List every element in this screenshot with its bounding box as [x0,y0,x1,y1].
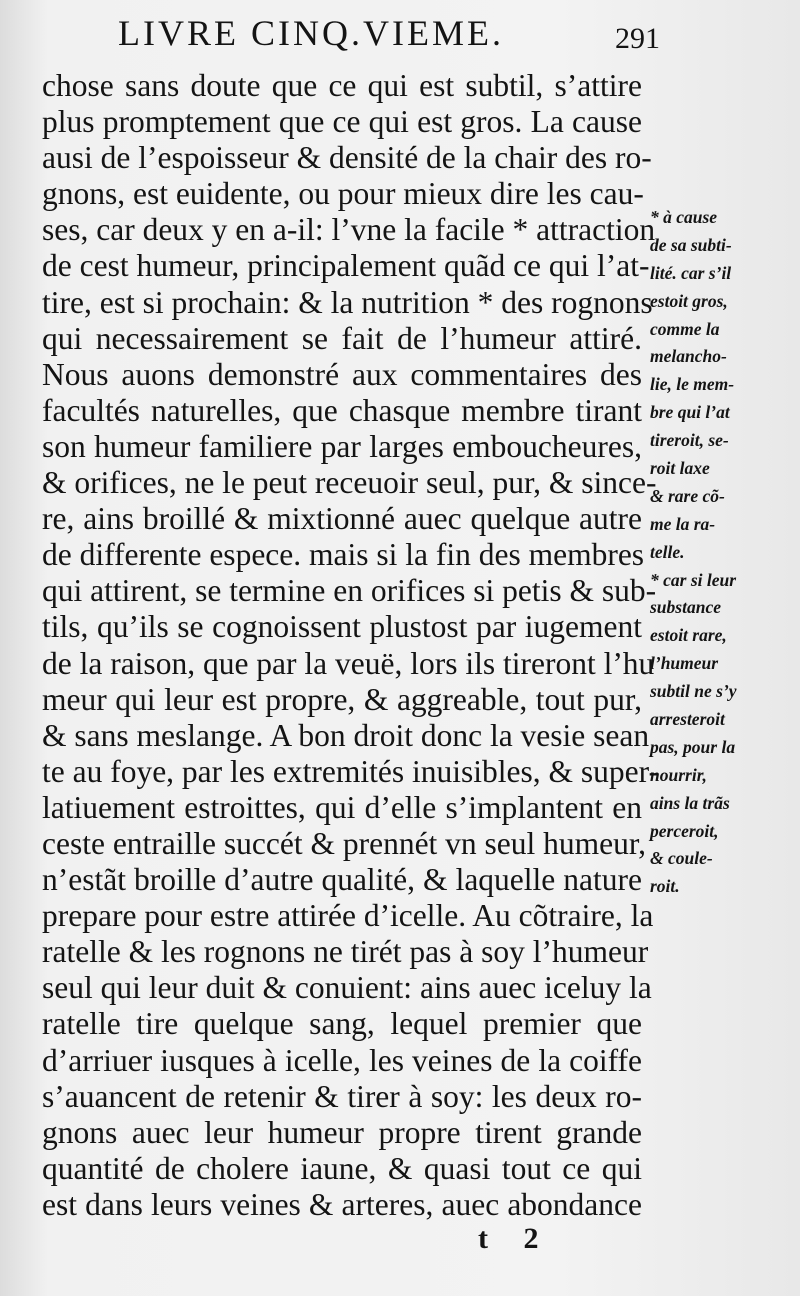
margin-note-line: & coule- [650,848,713,869]
margin-note-line: me la ra- [650,513,716,534]
text-line: te au foye, par les extremités inuisibles, & super- [42,753,659,789]
margin-note-line: arresteroit [650,709,725,730]
text-line: tils, qu’ils se cognoissent plustost par iugement [42,609,642,645]
text-line: ratelle tire quelque sang, lequel premier que [42,1006,642,1042]
margin-note-line: * car si leur [650,569,737,590]
text-line: latiuement estroittes, qui d’elle s’implantent en [42,789,642,825]
text-line: d’arriuer iusques à icelle, les veines de la coiffe [42,1042,642,1078]
margin-note-line: * à cause [650,207,718,227]
text-line: Nous auons demonstré aux commentaires des [42,356,642,392]
text-line: ceste entraille succét & prennét vn seul humeur, [42,825,647,861]
margin-note-line: roit. [650,876,680,897]
text-line: gnons, est euidente, ou pour mieux dire les cau- [42,176,644,212]
text-line: s’auancent de retenir & tirer à soy: les deux ro- [42,1078,642,1114]
marginal-notes [650,204,790,901]
text-line: chose sans doute que ce qui est subtil, s’attire [42,68,642,103]
text-line: ausi de l’espoisseur & densité de la chair des ro- [42,140,652,176]
margin-note-line: melancho- [650,346,727,367]
page-number: 291 [615,22,660,55]
text-line: de la raison, que par la veuë, lors ils tireront l’hu [42,645,655,681]
text-line: meur qui leur est propre, & aggreable, tout pur, [42,681,642,717]
text-line: gnons auec leur humeur propre tirent grande [42,1114,642,1150]
margin-note-line: telle. [650,541,685,562]
text-line: quantité de cholere iaune, & quasi tout ce qui [42,1150,642,1186]
margin-note-line: nourrir, [650,764,707,785]
text-line: seul qui leur duit & conuient: ains auec iceluy la [42,970,652,1006]
margin-note-line: subtil ne s’y [650,681,737,702]
text-line: est dans leurs veines & arteres, auec abondance [42,1186,642,1222]
margin-note-line: roit laxe [650,458,710,479]
page-header [100,12,660,56]
margin-note-line: de sa subti- [650,234,732,255]
margin-note-line: & rare cõ- [650,485,725,506]
margin-note-line: substance [650,597,721,618]
text-line: de cest humeur, principalement quãd ce qui l’at- [42,248,650,284]
text-line: facultés naturelles, que chasque membre tirant [42,392,642,428]
text-line: qui attirent, se termine en orifices si petis & sub- [42,573,657,609]
text-line: & sans meslange. A bon droit donc la vesie sean [42,717,650,753]
text-line: ratelle & les rognons ne tirét pas à soy l’humeur [42,934,649,970]
text-line: re, ains broillé & mixtionné auec quelque autre [42,501,642,537]
signature-mark: t 2 [478,1222,553,1255]
margin-note-line: tireroit, se- [650,430,729,451]
text-line: plus promptement que ce qui est gros. La cause [42,104,642,140]
margin-note-line: lité. car s’il [650,262,732,283]
margin-note-line: pas, pour la [650,736,736,757]
margin-note-line: comme la [650,318,720,339]
main-text-block [42,68,659,1223]
text-line: ses, car deux y en a-il: l’vne la facile * attraction [42,212,656,248]
text-line: prepare pour estre attirée d’icelle. Au cõtraire, la [42,898,654,934]
text-line: son humeur familiere par larges emboucheures, [42,428,642,464]
text-line: n’estãt broille d’autre qualité, & laquelle nature [42,862,642,898]
margin-note-line: bre qui l’at [650,402,730,423]
text-line: tire, est si prochain: & la nutrition * des rognons [42,284,653,320]
margin-note-line: ains la trãs [650,792,730,813]
text-line: & orifices, ne le peut receuoir seul, pur, & since- [42,465,657,501]
margin-note-line: lie, le mem- [650,374,735,395]
margin-note-line: l’humeur [650,653,719,674]
margin-note-line: estoit gros, [650,290,728,311]
margin-note-line: perceroit, [650,820,719,841]
text-line: qui necessairement se fait de l’humeur attiré. [42,320,642,356]
text-line: de differente espece. mais si la fin des membres [42,537,645,573]
margin-note-line: estoit rare, [650,625,727,646]
running-head: LIVRE CINQ.VIEME. [118,13,504,53]
